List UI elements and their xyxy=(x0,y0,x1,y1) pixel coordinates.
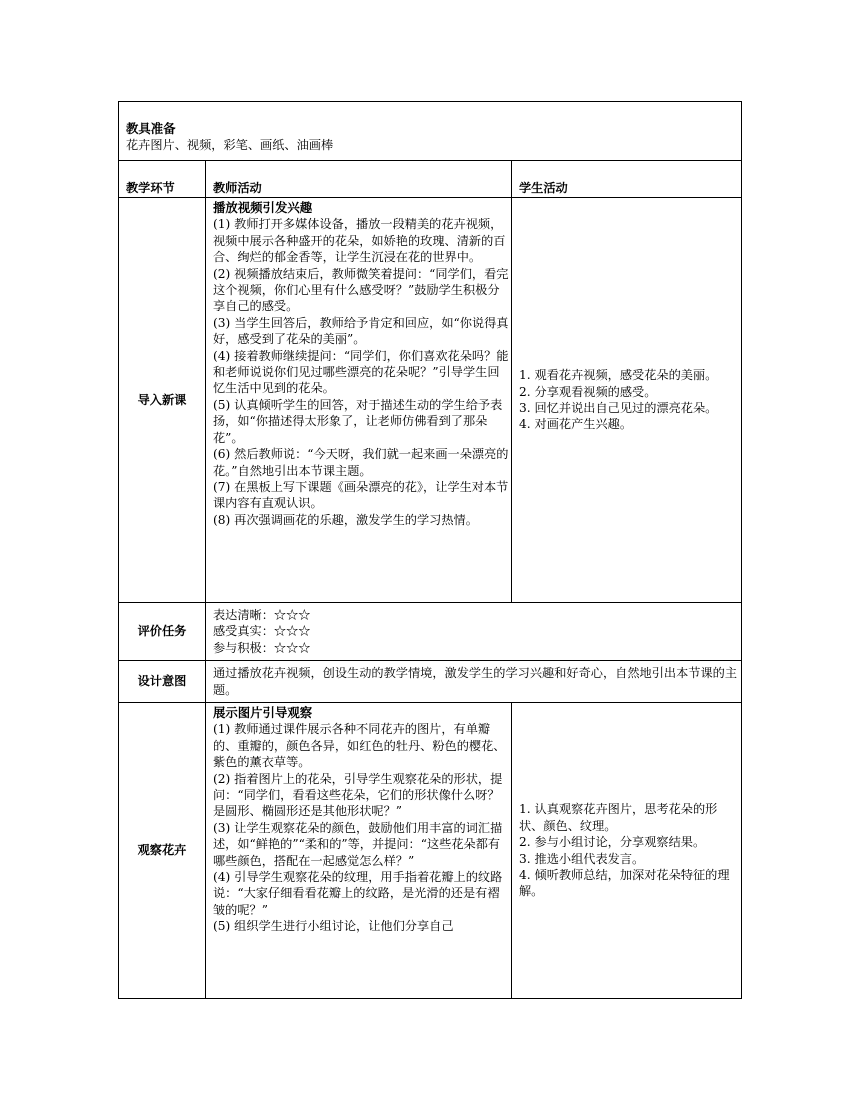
prep-cell xyxy=(119,102,742,161)
eval-item: 表达清晰：☆☆☆ xyxy=(213,607,311,622)
observe-student-item: 3. 推选小组代表发言。 xyxy=(519,851,645,866)
intro-teacher-para: (7) 在黑板上写下课题《画朵漂亮的花》，让学生对本节课内容有直观认识。 xyxy=(213,479,509,511)
eval-cell xyxy=(206,603,742,661)
lesson-plan-sheet xyxy=(118,101,741,999)
eval-row xyxy=(119,603,742,661)
intro-teacher-para: (1) 教师打开多媒体设备，播放一段精美的花卉视频，视频中展示各种盛开的花朵，如娇艳的玫瑰、清新的百合、绚烂的郁金香等，让学生沉浸在花的世界中。 xyxy=(213,217,506,265)
eval-item: 参与积极：☆☆☆ xyxy=(213,640,311,655)
intro-stage-label: 导入新课 xyxy=(119,198,206,603)
intro-student-cell xyxy=(512,198,742,603)
design-stage-label: 设计意图 xyxy=(119,661,206,703)
design-text: 通过播放花卉视频，创设生动的教学情境，激发学生的学习兴趣和好奇心，自然地引出本节课的主题。 xyxy=(213,666,738,697)
header-stage: 教学环节 xyxy=(119,161,206,198)
intro-student-item: 2. 分享观看视频的感受。 xyxy=(519,384,657,399)
prep-row xyxy=(119,102,742,161)
observe-row xyxy=(119,703,742,999)
observe-teacher-para: (1) 教师通过课件展示各种不同花卉的图片，有单瓣的、重瓣的，颜色各异，如红色的牡丹、粉色的樱花、紫色的薰衣草等。 xyxy=(213,722,506,770)
intro-teacher-para: (4) 接着教师继续提问：“同学们，你们喜欢花朵吗？能和老师说说你们见过哪些漂亮的花朵呢？”引导学生回忆生活中见到的花朵。 xyxy=(213,348,509,396)
intro-student-item: 3. 回忆并说出自己见过的漂亮花朵。 xyxy=(519,401,718,415)
prep-items: 花卉图片、视频，彩笔、画纸、油画棒 xyxy=(126,138,334,153)
observe-teacher-para: (4) 引导学生观察花朵的纹理，用手指着花瓣上的纹路说：“大家仔细看看花瓣上的纹路，是光滑的还是有褶皱的呢？” xyxy=(213,870,503,917)
observe-teacher-para: (3) 让学生观察花朵的颜色，鼓励他们用丰富的词汇描述，如“鲜艳的”“柔和的”等，并提问：“这些花朵都有哪些颜色，搭配在一起感觉怎么样？” xyxy=(213,820,503,868)
intro-teacher-para: (6) 然后教师说：“今天呀，我们就一起来画一朵漂亮的花。”自然地引出本节课主题。 xyxy=(213,447,509,478)
observe-student-item: 4. 倾听教师总结，加深对花朵特征的理解。 xyxy=(519,867,730,899)
observe-student-item: 1. 认真观察花卉图片，思考花朵的形状、颜色、纹理。 xyxy=(519,802,718,833)
header-teacher: 教师活动 xyxy=(206,161,512,198)
intro-teacher-para: (2) 视频播放结束后，教师微笑着提问：“同学们，看完这个视频，你们心里有什么感受呀？”鼓励学生积极分享自己的感受。 xyxy=(213,266,509,314)
header-student: 学生活动 xyxy=(512,161,742,198)
intro-student-item: 1. 观看花卉视频，感受花朵的美丽。 xyxy=(519,368,718,383)
observe-student-item: 2. 参与小组讨论，分享观察结果。 xyxy=(519,835,706,850)
header-row xyxy=(119,161,742,198)
design-cell xyxy=(206,661,742,703)
design-row xyxy=(119,661,742,703)
observe-teacher-para: (5) 组织学生进行小组讨论，让他们分享自己 xyxy=(213,919,454,934)
intro-teacher-para: (3) 当学生回答后，教师给予肯定和回应，如“你说得真好，感受到了花朵的美丽”。 xyxy=(213,315,509,347)
observe-stage-label: 观察花卉 xyxy=(119,703,206,999)
prep-title: 教具准备 xyxy=(126,121,176,136)
intro-row xyxy=(119,198,742,603)
lesson-plan-table xyxy=(118,101,742,999)
intro-teacher-para: (8) 再次强调画花的乐趣，激发学生的学习热情。 xyxy=(213,512,478,527)
intro-teacher-cell xyxy=(206,198,512,603)
eval-stage-label: 评价任务 xyxy=(119,603,206,661)
observe-teacher-title: 展示图片引导观察 xyxy=(213,705,313,720)
observe-teacher-cell xyxy=(206,703,512,999)
intro-teacher-para: (5) 认真倾听学生的回答，对于描述生动的学生给予表扬，如“你描述得太形象了，让老师仿佛看到了那朵花”。 xyxy=(213,397,503,445)
observe-student-cell xyxy=(512,703,742,999)
observe-teacher-para: (2) 指着图片上的花朵，引导学生观察花朵的形状，提问：“同学们，看看这些花朵，它们的形状像什么呀？是圆形、椭圆形还是其他形状呢？” xyxy=(213,771,503,819)
eval-item: 感受真实：☆☆☆ xyxy=(213,624,311,639)
intro-student-item: 4. 对画花产生兴趣。 xyxy=(519,417,633,432)
intro-teacher-title: 播放视频引发兴趣 xyxy=(213,200,313,215)
